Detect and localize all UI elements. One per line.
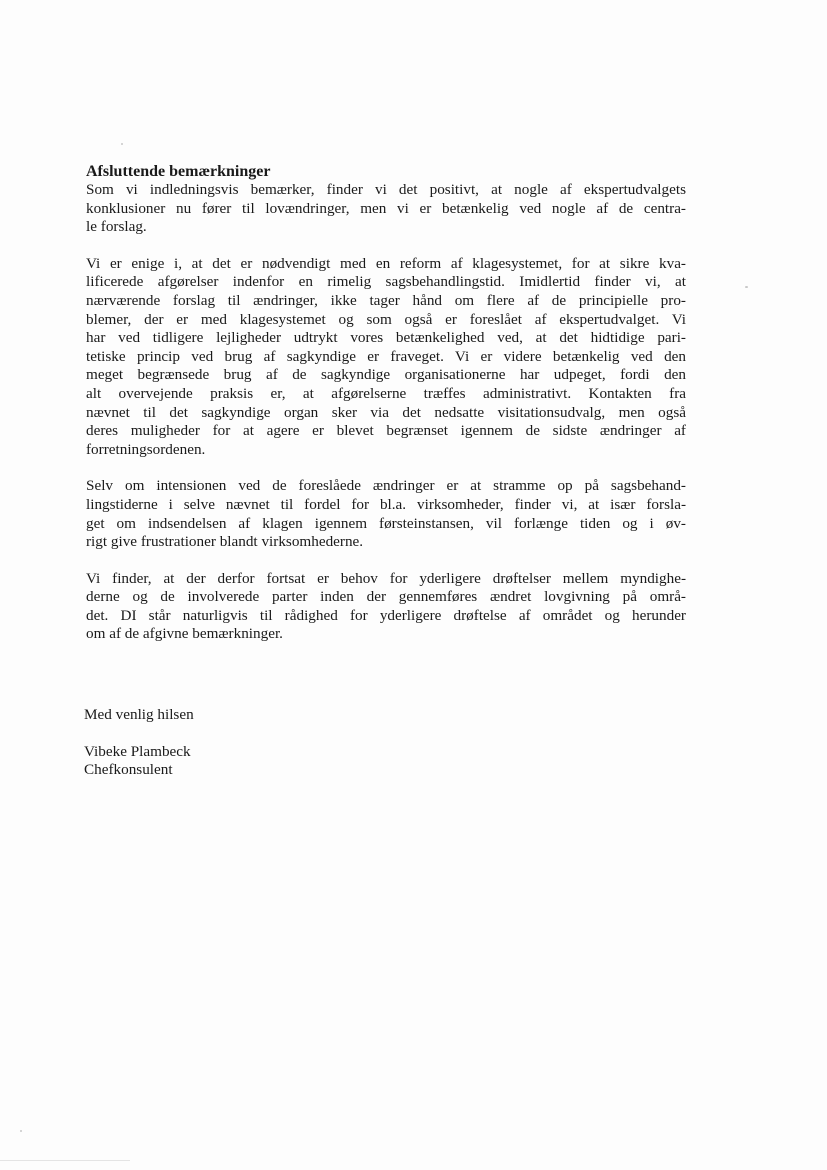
scan-speck	[20, 1130, 22, 1132]
text-line: meget begrænsede brug af de sagkyndige organisationerne har udpeget, fordi den	[86, 366, 686, 384]
text-line: forretningsordenen.	[86, 440, 206, 458]
signer-name: Vibeke Plambeck	[84, 742, 191, 760]
text-line: get om indsendelsen af klagen igennem førsteinstansen, vil forlænge tiden og i øv-	[86, 514, 686, 532]
paragraph-4	[86, 570, 686, 644]
text-line: rigt give frustrationer blandt virksomhederne.	[86, 533, 364, 551]
text-line: blemer, der er med klagesystemet og som også er foreslået af ekspertudvalget. Vi	[86, 310, 686, 328]
text-line: Selv om intensionen ved de foreslåede ændringer er at stramme op på sagsbehand-	[86, 477, 686, 495]
text-line: Som vi indledningsvis bemærker, finder vi det positivt, at nogle af ekspertudvalgets	[86, 181, 686, 198]
text-line: konklusioner nu fører til lovændringer, men vi er betænkelig ved nogle af de centra-	[86, 199, 686, 217]
text-line: lificerede afgørelser indenfor en rimelig sagsbehandlingstid. Imidlertid finder vi, at	[86, 273, 686, 291]
text-line: om af de afgivne bemærkninger.	[86, 625, 283, 643]
text-line: tetiske princip ved brug af sagkyndige er fraveget. Vi er videre betænkelig ved den	[86, 347, 686, 365]
section-heading: Afsluttende bemærkninger	[86, 163, 271, 180]
scan-edge-line	[0, 1160, 130, 1161]
text-line: Vi er enige i, at det er nødvendigt med en reform af klagesystemet, for at sikre kva-	[86, 254, 686, 272]
text-line: derne og de involverede parter inden der gennemføres ændret lovgivning på områ-	[86, 588, 686, 606]
signer-title: Chefkonsulent	[84, 761, 173, 779]
signature-block	[84, 706, 484, 780]
text-line: nævnet til det sagkyndige organ sker via det nedsatte visitationsudvalg, men også	[86, 403, 686, 421]
text-line: Vi finder, at der derfor fortsat er behov for yderligere drøftelser mellem myndighe-	[86, 569, 686, 587]
paragraph-2	[86, 255, 686, 460]
text-line: alt overvejende praksis er, at afgørelserne træffes administrativt. Kontakten fra	[86, 384, 686, 402]
document-body	[86, 163, 686, 644]
paragraph-1	[86, 181, 686, 237]
text-line: le forslag.	[86, 218, 147, 236]
scan-speck	[121, 143, 123, 145]
scan-speck	[745, 286, 748, 288]
paragraph-3	[86, 477, 686, 551]
text-line: nærværende forslag til ændringer, ikke tager hånd om flere af de principielle pro-	[86, 291, 686, 309]
closing-greeting: Med venlig hilsen	[84, 706, 194, 723]
text-line: har ved tidligere lejligheder udtrykt vores betænkelighed ved, at det hidtidige pari-	[86, 329, 686, 347]
text-line: lingstiderne i selve nævnet til fordel for bl.a. virksomheder, finder vi, at især forsla-	[86, 495, 686, 513]
text-line: det. DI står naturligvis til rådighed for yderligere drøftelse af området og herunder	[86, 606, 686, 624]
text-line: deres muligheder for at agere er blevet begrænset igennem de sidste ændringer af	[86, 422, 686, 440]
